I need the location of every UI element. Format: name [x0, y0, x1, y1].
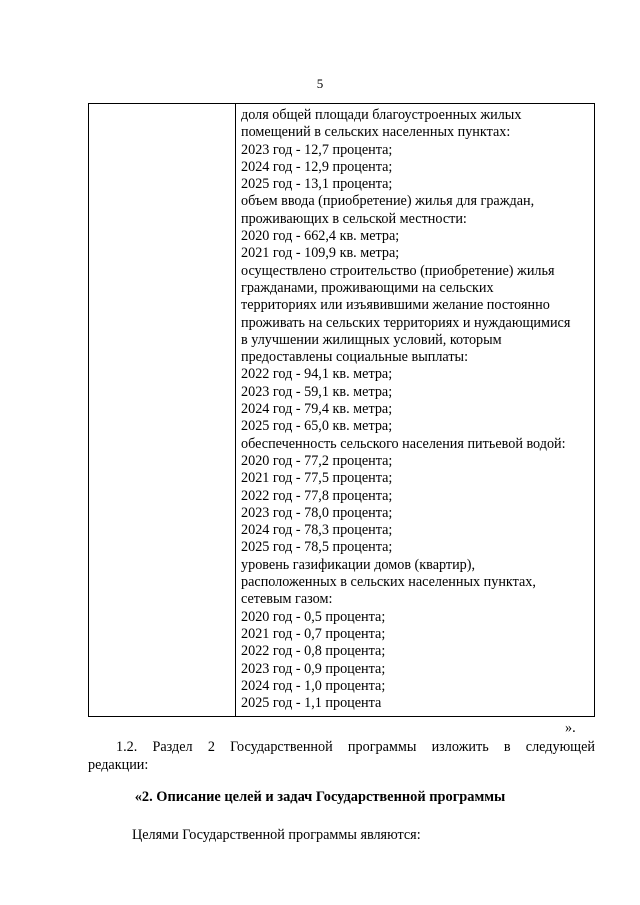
- table-cell-line: объем ввода (приобретение) жилья для граждан,: [241, 193, 535, 210]
- table-column-divider: [235, 103, 236, 717]
- table-cell-line: проживающих в сельской местности:: [241, 210, 467, 227]
- table-cell-line: 2025 год - 78,5 процента;: [241, 539, 393, 556]
- table-cell-line: 2020 год - 662,4 кв. метра;: [241, 228, 400, 245]
- table-cell-line: 2021 год - 0,7 процента;: [241, 625, 386, 642]
- goals-intro: Целями Государственной программы являются:: [132, 827, 421, 843]
- table-cell-line: проживать на сельских территориях и нуждающимися: [241, 314, 571, 331]
- table-cell-line: сетевым газом:: [241, 591, 333, 608]
- table-cell-line: 2024 год - 78,3 процента;: [241, 522, 393, 539]
- table-cell-line: гражданами, проживающими на сельских: [241, 279, 494, 296]
- table-cell-line: 2023 год - 59,1 кв. метра;: [241, 383, 393, 400]
- table-cell-line: 2023 год - 78,0 процента;: [241, 504, 393, 521]
- table-right-cell: [241, 107, 593, 712]
- table-cell-line: в улучшении жилищных условий, которым: [241, 331, 502, 348]
- table-cell-line: 2023 год - 12,7 процента;: [241, 141, 393, 158]
- table-cell-line: 2020 год - 0,5 процента;: [241, 608, 386, 625]
- table-cell-line: 2024 год - 12,9 процента;: [241, 158, 393, 175]
- table-cell-line: 2023 год - 0,9 процента;: [241, 660, 386, 677]
- table-cell-line: расположенных в сельских населенных пунктах,: [241, 574, 536, 591]
- table-cell-line: 2024 год - 79,4 кв. метра;: [241, 401, 393, 418]
- table-cell-line: уровень газификации домов (квартир),: [241, 556, 476, 573]
- table-cell-line: 2022 год - 94,1 кв. метра;: [241, 366, 393, 383]
- table-cell-line: 2022 год - 0,8 процента;: [241, 643, 386, 660]
- closing-quote: ».: [565, 720, 576, 736]
- table-cell-line: предоставлены социальные выплаты:: [241, 349, 469, 366]
- table-cell-line: 2025 год - 13,1 процента;: [241, 176, 393, 193]
- table-cell-line: 2020 год - 77,2 процента;: [241, 452, 393, 469]
- table-cell-line: помещений в сельских населенных пунктах:: [241, 124, 511, 141]
- table-cell-line: территориях или изъявившими желание постоянно: [241, 297, 550, 314]
- table-cell-line: 2024 год - 1,0 процента;: [241, 677, 386, 694]
- table-cell-line: 2021 год - 77,5 процента;: [241, 470, 393, 487]
- table-cell-line: обеспеченность сельского населения питьевой водой:: [241, 435, 566, 452]
- table-cell-line: доля общей площади благоустроенных жилых: [241, 107, 522, 123]
- table-cell-line: 2025 год - 65,0 кв. метра;: [241, 418, 393, 435]
- table-cell-line: 2022 год - 77,8 процента;: [241, 487, 393, 504]
- table-cell-line: 2021 год - 109,9 кв. метра;: [241, 245, 400, 262]
- paragraph-line-1: 1.2. Раздел 2 Государственной программы изложить в следующей: [116, 739, 595, 755]
- section-heading: «2. Описание целей и задач Государственной программы: [134, 789, 506, 805]
- page-number: 5: [316, 76, 324, 91]
- paragraph-line-2: редакции:: [88, 757, 149, 773]
- table-cell-line: осуществлено строительство (приобретение) жилья: [241, 262, 555, 279]
- table-cell-line: 2025 год - 1,1 процента: [241, 695, 382, 712]
